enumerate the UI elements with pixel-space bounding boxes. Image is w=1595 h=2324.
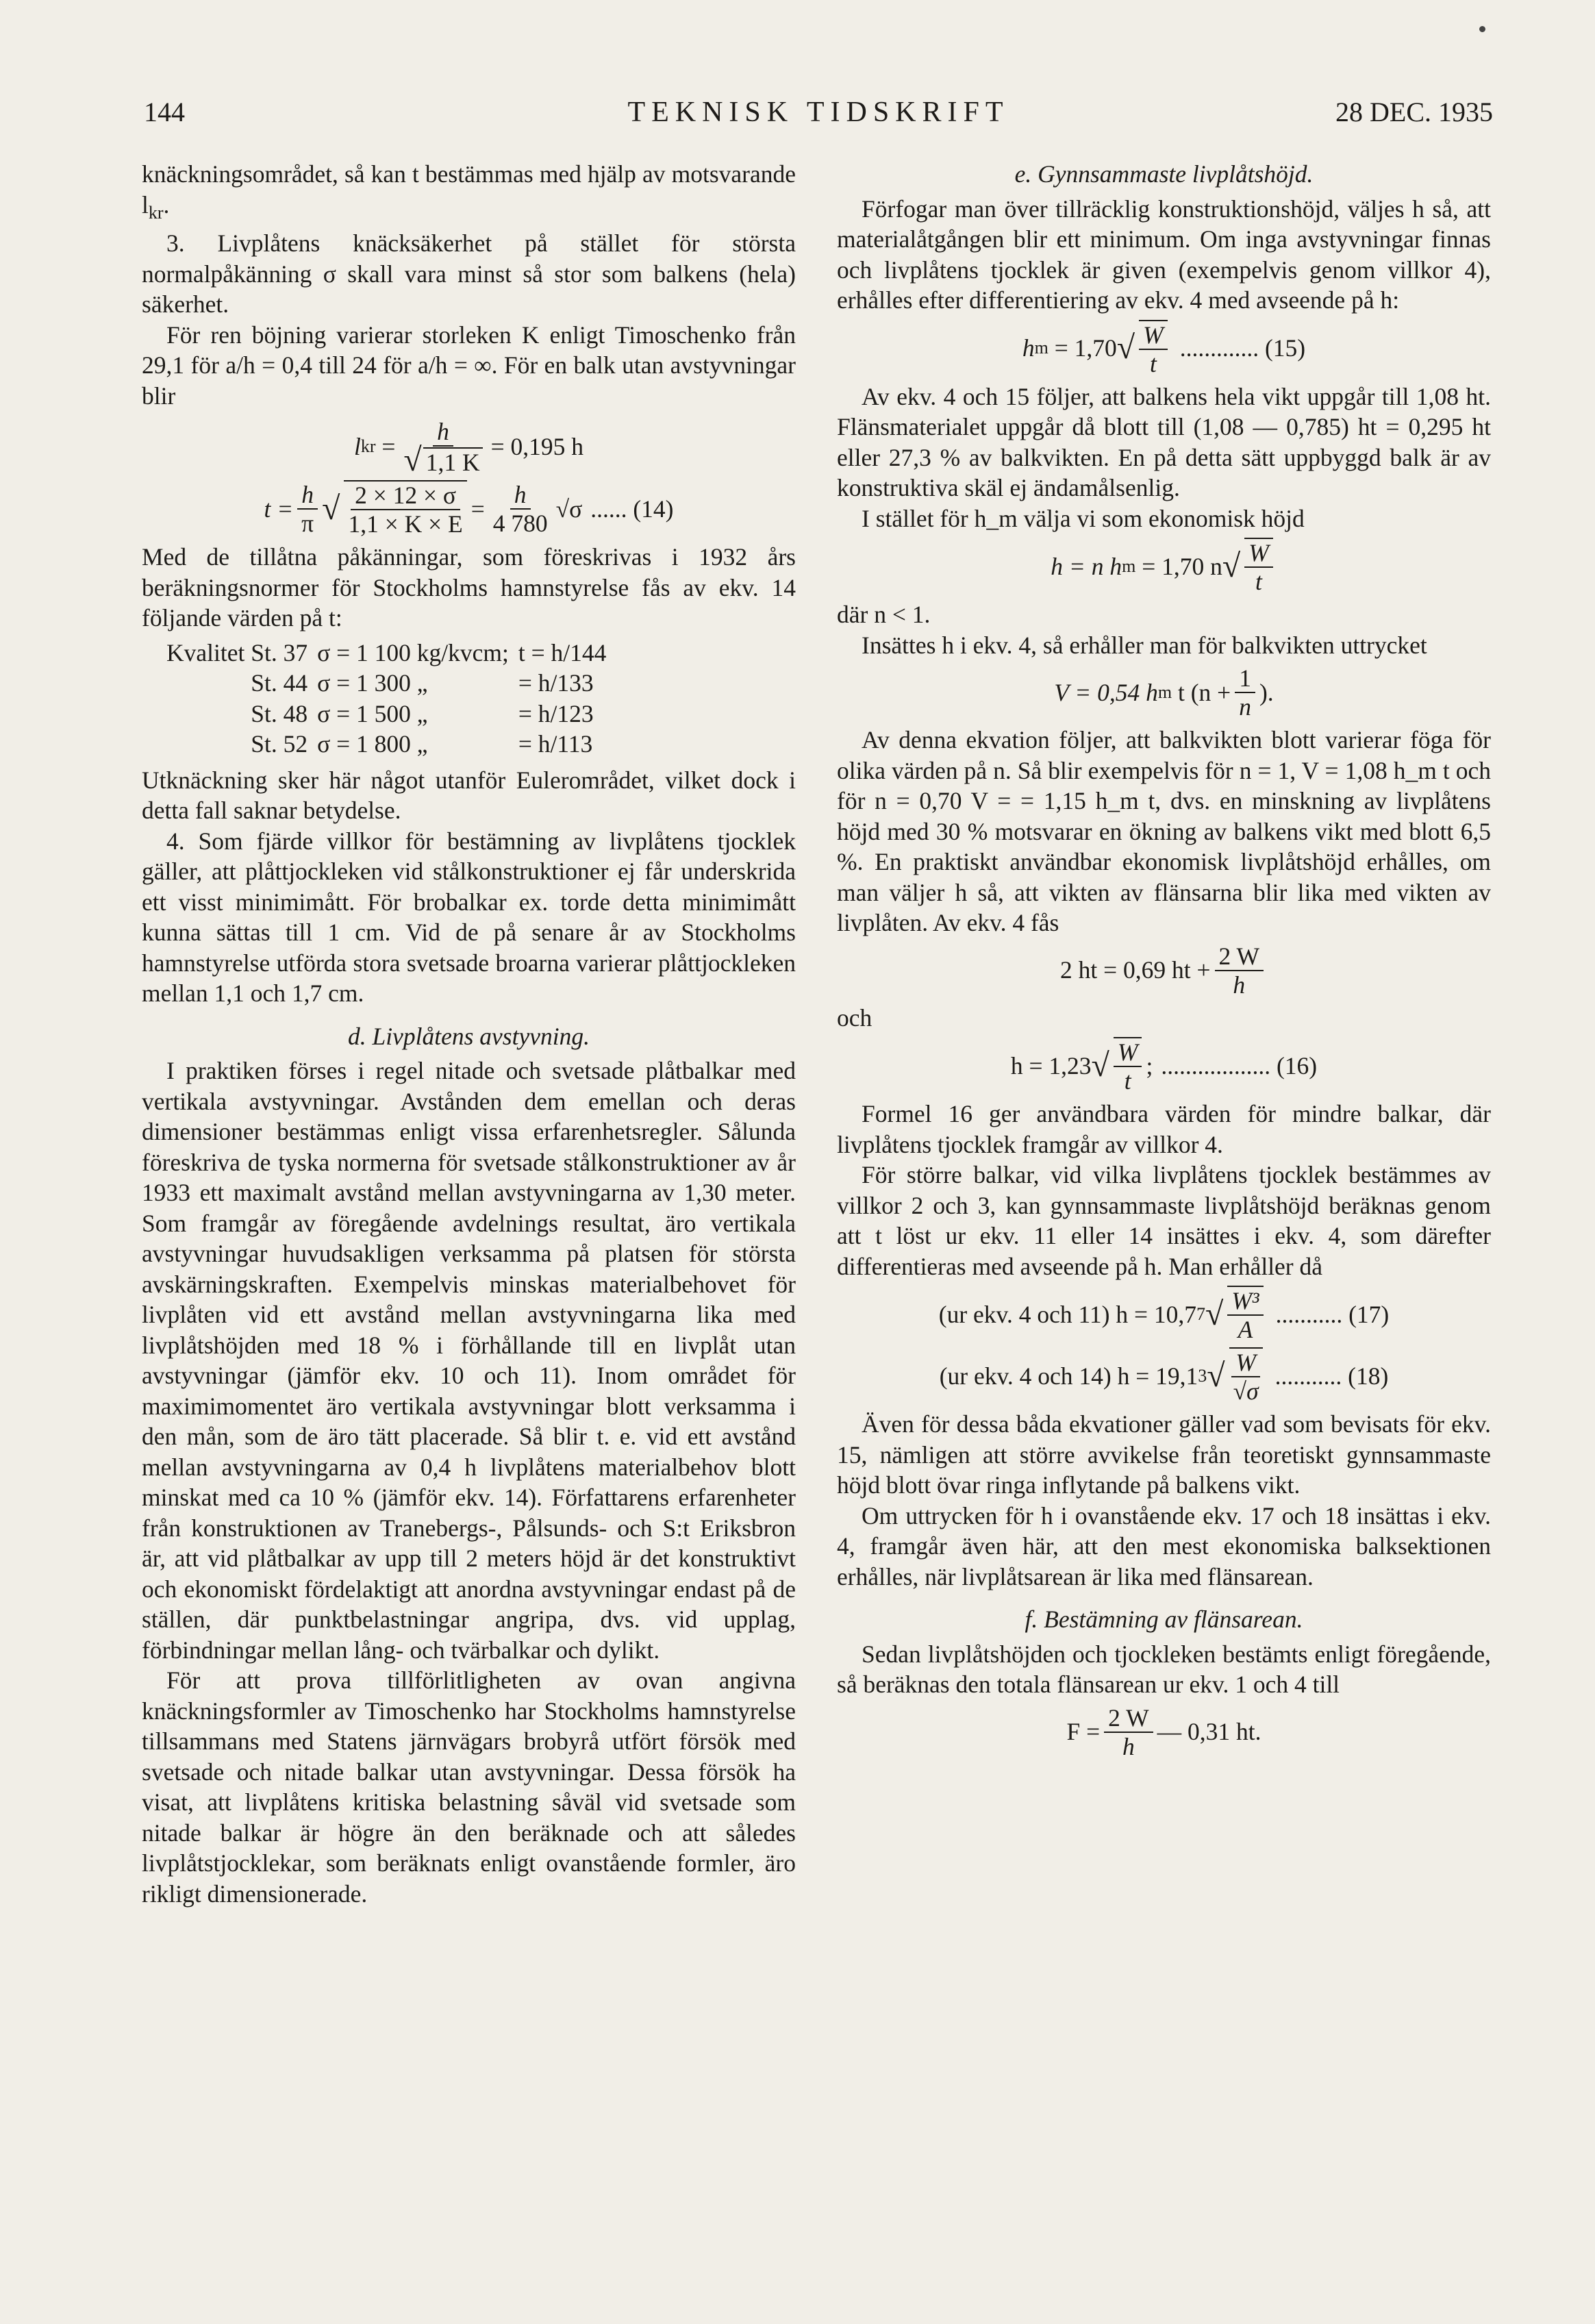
paragraph: Även för dessa båda ekvationer gäller vad som bevisats för ekv. 15, nämligen att större avvikelse från teoretiskt gynnsammaste höjd blott övar ringa inflytande på balkens vikt. [837,1410,1491,1499]
table-row: St. 48 σ = 1 500 „ = h/123 [251,699,594,727]
equation-18: (ur ekv. 4 och 14) h = 19,1 3 √ $\frac{W}{√\sigma}$ ........... (18) [939,1349,1389,1405]
equation-17: (ur ekv. 4 och 11) h = 10,7 7 √ $\frac{\text{W³}}{A}$ ........... (17) [938,1287,1390,1343]
right-column [837,159,1491,1764]
equation-F: F = $\frac{2 W}{h}$ — 0,31 ht. [1066,1703,1261,1760]
paragraph: 4. Som fjärde villkor för bestämning av livplåtens tjocklek gäller, att plåttjockleken vid stålkonstruktioner ej får underskrida ett visst minimimått. För brobalkar ex. torde detta minimimått kunna sättas till 1 cm. Vid de på senare år av Stockholms hamnstyrelse utförda stora svetsade broarna varierar plåttjockleken mellan 1,1 och 1,7 cm. [142,827,796,1008]
paragraph: Av ekv. 4 och 15 följer, att balkens hela vikt uppgår till 1,08 ht. Flänsmaterialet uppgår då blott till (1,08 — 0,785) ht = 0,295 ht eller 27,3 % av balkvikten. En på detta sätt uppbyggd balk är av konstruktiva skäl ej ändamålsenlig. [837,382,1491,501]
left-column [142,159,796,1909]
paragraph: För ren böjning varierar storleken K enligt Timoschenko från 29,1 för a/h = 0,4 till 24 för a/h = ∞. För en balk utan avstyvningar blir [142,321,796,410]
section-heading-f: f. Bestämning av flänsarean. [1025,1605,1303,1633]
table-row: St. 44 σ = 1 300 „ = h/133 [251,669,594,697]
paragraph: För större balkar, vid vilka livplåtens tjocklek bestämmes av villkor 2 och 3, kan gynnsammaste livplåtshöjd beräknas genom att t löst ur ekv. 11 eller 14 insättes i ekv. 4, som därefter differentieras med avseende på h. Man erhåller då [837,1161,1491,1280]
paragraph: Utknäckning sker här något utanför Eulerområdet, vilket dock i detta fall saknar betydelse. [142,766,796,825]
paragraph: Formel 16 ger användbara värden för mindre balkar, där livplåtens tjocklek framgår av villkor 4. [837,1100,1491,1158]
table-row: Kvalitet St. 37 σ = 1 100 kg/kvcm; t = h/144 [166,638,607,666]
table-row: St. 52 σ = 1 800 „ = h/113 [251,730,593,758]
paragraph: Av denna ekvation följer, att balkvikten blott varierar föga för olika värden på n. Så blir exempelvis för n = 1, V = 1,08 h_m t och för n = 0,70 V = = 1,15 h_m t, dvs. en minskning av livplåtens höjd med 30 % motsvarar en ökning av balkens vikt med blott 6,5 %. En praktiskt användbar ekonomisk livplåtshöjd erhålles, om man väljer h så, att vikten av flänsarna blir lika med vikten av livplåten. Av ekv. 4 fås [837,726,1491,936]
equation-14: t = $\frac{h}{\pi}$ √ $\frac{2 \times 12 \times \sigma}{1,1 \times K \times E}$ = $\frac{h}{4 780}$ √σ ...... (14) [264,481,674,538]
paragraph: Med de tillåtna påkänningar, som föreskrivas i 1932 års beräkningsnormer för Stockholms hamnstyrelse fås av ekv. 14 följande värden på t: [142,543,796,632]
equation-h: h = n h m = 1,70 n √ $\frac{W}{t}$ [837,538,1491,595]
paragraph: För att prova tillförlitligheten av ovan angivna knäckningsformler av Timoschenko har Stockholms hamnstyrelse tillsammans med Statens järnvägars brobyrå utfört försök med svetsade och nitade balkar utan avstyvningar. Dessa försök ha visat, att livplåtens kritiska belastning såväl vid svetsade som nitade balkar är högre än den beräknade och att således livplåtstjocklekar, som beräknats enligt ovanstående formler, äro rikligt dimensionerade. [142,1666,796,1908]
section-heading-d: d. Livplåtens avstyvning. [348,1022,590,1050]
equation-2ht: 2 ht = 0,69 ht + $\frac{2 W}{h}$ [837,942,1491,999]
paragraph: I praktiken förses i regel nitade och svetsade plåtbalkar med vertikala avstyvningar. Avstånden dem emellan och deras dimensioner bestämmas enligt vissa erfarenhetsregler. Sålunda föreskriva de tyska normerna för svetsade stålkonstruktioner av år 1933 ett maximalt avstånd mellan avstyvningarna av 1,30 meter. Som framgår av föregående avdelnings resultat, äro vertikala avstyvningar huvudsakligen verksamma på platsen för största avskärningskraften. Exempelvis minskas materialbehovet för livplåten vid ett avstånd mellan avstyvningarna lika med livplåtshöjden med 18 % i förhållande till en livplåt utan avstyvningar (jämför ekv. 10 och 11). Inom området för maximimomentet äro vertikala avstyvningar blott verksamma i den mån, som de äro tätt placerade. Så blir t. e. vid ett avstånd mellan avstyvningarna av 0,4 h livplåtens materialbehov blott minskat med ca 10 % (jämför ekv. 14). Författarens erfarenheter från konstruktionen av Tranebergs-, Pålsunds- och S:t Eriksbron är, att vid plåtbalkar av upp till 2 meters höjd är det konstruktivt och ekonomiskt fördelaktigt att anordna avstyvningar endast på de ställen, där punktbelastningar angripa, dvs. vid upplag, förbindningar mellan lång- och tvärbalkar och dylikt. [142,1057,796,1664]
speck [1479,26,1485,32]
paragraph: Sedan livplåtshöjden och tjockleken bestämts enligt föregående, så beräknas den totala flänsarean ur ekv. 1 och 4 till [837,1640,1491,1698]
paragraph: Om uttrycken för h i ovanstående ekv. 17 och 18 insättas i ekv. 4, framgår även här, att den mest ekonomiska balksektionen erhålles, när livplåtsarean är lika med flänsarean. [837,1501,1491,1590]
quality-table [166,638,616,760]
page-number: 144 [144,97,185,127]
paragraph: 3. Livplåtens knäcksäkerhet på stället för största normalpåkänning σ skall vara minst så stor som balkens (hela) säkerhet. [142,229,796,318]
equation-lkr: l kr = $\frac{h}{√ 1,1 K}$ = 0,195 h [353,418,584,479]
paragraph: knäckningsområdet, så kan t bestämmas med hjälp av motsvarande $l_{kr}$. [142,160,796,223]
page-header [144,96,1493,137]
journal-title: TEKNISK TIDSKRIFT [627,97,1009,128]
paragraph: och [837,1003,872,1032]
equation-V: V = 0,54 h m t (n + $\frac{1}{n}$ ). [1054,664,1274,721]
paragraph: Insättes h i ekv. 4, så erhåller man för balkvikten uttrycket [862,631,1427,659]
paragraph: där n < 1. [837,601,931,628]
paragraph: Förfogar man över tillräcklig konstruktionshöjd, väljes h så, att materialåtgången blir ett minimum. Om inga avstyvningar finnas och livplåtens tjocklek är given (exempelvis genom villkor 4), erhålles efter differentiering av ekv. 4 med avseende på h: [837,195,1491,314]
issue-date: 28 DEC. 1935 [1335,97,1493,127]
equation-16: h = 1,23 √ $\frac{W}{t}$ ; .................. (16) [1010,1038,1318,1095]
paragraph: I stället för h_m välja vi som ekonomisk höjd [862,504,1305,532]
equation-15: h m = 1,70 √ $\frac{W}{t}$ ............. (15) [1022,321,1306,377]
section-heading-e: e. Gynnsammaste livplåtshöjd. [1014,160,1314,188]
